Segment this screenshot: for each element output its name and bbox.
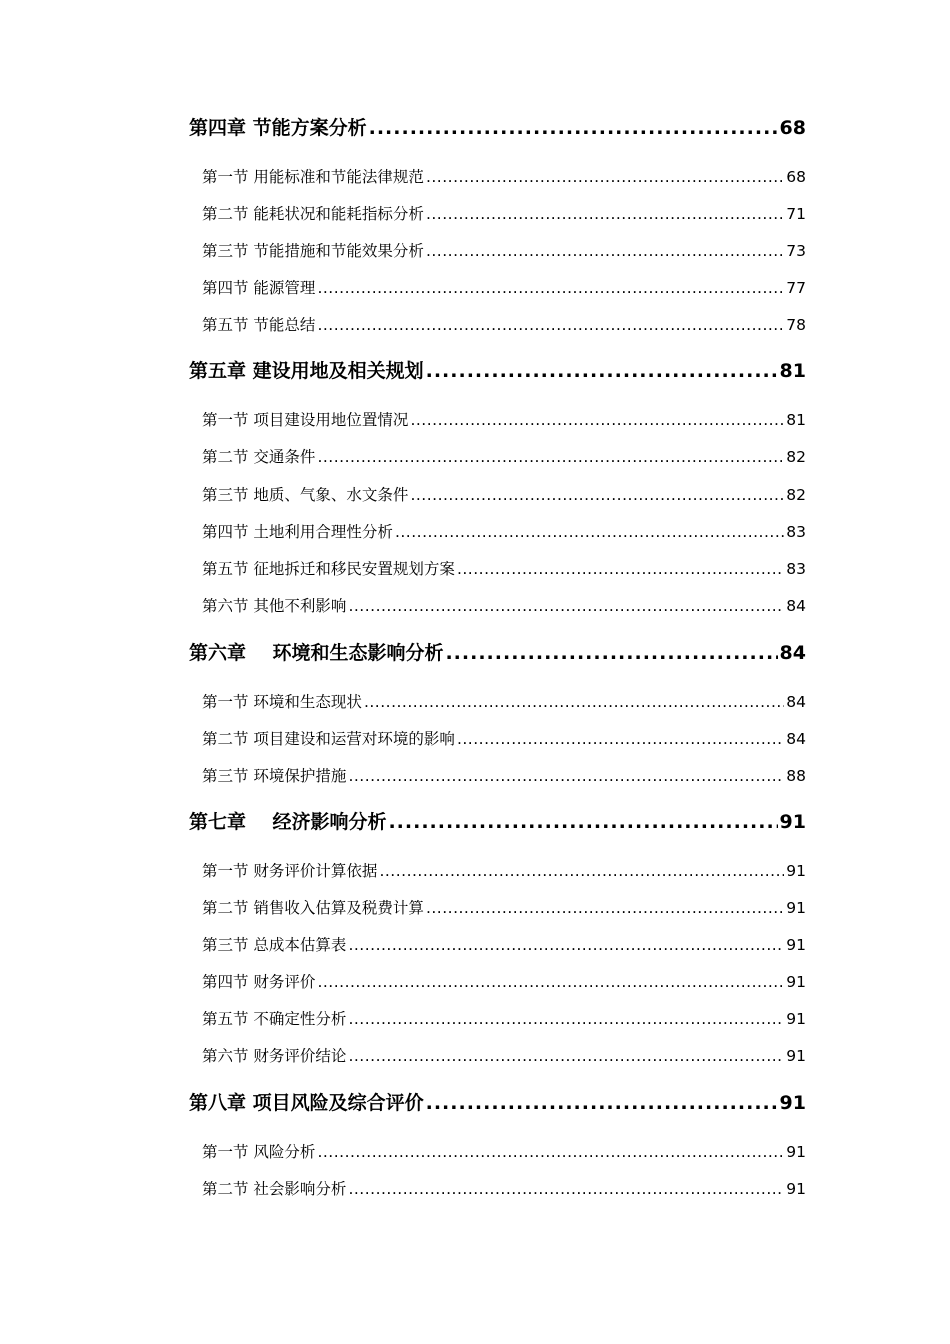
- page-number: 91: [786, 936, 806, 954]
- chapter-title: 第七章 经济影响分析: [189, 811, 387, 833]
- toc-section[interactable]: [202, 557, 806, 581]
- toc-section[interactable]: [202, 1177, 806, 1201]
- page-number: 82: [786, 486, 806, 504]
- section-title: 第五节 征地拆迁和移民安置规划方案: [202, 560, 455, 578]
- section-title: 第四节 土地利用合理性分析: [202, 523, 393, 541]
- section-title: 第五节 节能总结: [202, 316, 316, 334]
- toc-chapter-8[interactable]: [189, 1089, 806, 1117]
- page-number: 84: [779, 642, 806, 664]
- section-title: 第二节 社会影响分析: [202, 1180, 347, 1198]
- page-number: 71: [786, 205, 806, 223]
- toc-section[interactable]: [202, 859, 806, 883]
- page-number: 84: [786, 597, 806, 615]
- dot-leader: [410, 483, 784, 507]
- section-title: 第三节 地质、气象、水文条件: [202, 486, 409, 504]
- page-number: 83: [786, 523, 806, 541]
- page-number: 81: [779, 360, 806, 382]
- toc-section[interactable]: [202, 1007, 806, 1031]
- dot-leader: [379, 859, 784, 883]
- dot-leader: [348, 764, 784, 788]
- dot-leader: [317, 1140, 784, 1164]
- dot-leader: [364, 690, 784, 714]
- page-number: 91: [786, 1047, 806, 1065]
- dot-leader: [348, 1177, 784, 1201]
- dot-leader: [426, 165, 784, 189]
- toc-section[interactable]: [202, 1140, 806, 1164]
- dot-leader: [457, 727, 784, 751]
- toc-section[interactable]: [202, 970, 806, 994]
- page-number: 91: [786, 1010, 806, 1028]
- chapter-title: 第五章 建设用地及相关规划: [189, 360, 424, 382]
- dot-leader: [457, 557, 784, 581]
- section-title: 第四节 财务评价: [202, 973, 316, 991]
- dot-leader: [445, 639, 777, 667]
- toc-section[interactable]: [202, 896, 806, 920]
- toc-section[interactable]: [202, 690, 806, 714]
- toc-chapter-5[interactable]: [189, 357, 806, 385]
- dot-leader: [426, 239, 784, 263]
- chapter-title: 第八章 项目风险及综合评价: [189, 1092, 424, 1114]
- page-number: 81: [786, 411, 806, 429]
- toc-section[interactable]: [202, 202, 806, 226]
- toc-section[interactable]: [202, 520, 806, 544]
- toc-chapter-7[interactable]: [189, 808, 806, 836]
- section-title: 第三节 总成本估算表: [202, 936, 347, 954]
- toc-section[interactable]: [202, 727, 806, 751]
- toc-section[interactable]: [202, 408, 806, 432]
- dot-leader: [348, 933, 784, 957]
- dot-leader: [426, 896, 784, 920]
- page-number: 84: [786, 693, 806, 711]
- toc-section[interactable]: [202, 276, 806, 300]
- dot-leader: [348, 594, 784, 618]
- toc-section[interactable]: [202, 165, 806, 189]
- page-number: 91: [786, 1180, 806, 1198]
- toc-section[interactable]: [202, 1044, 806, 1068]
- toc-section[interactable]: [202, 313, 806, 337]
- dot-leader: [348, 1044, 784, 1068]
- dot-leader: [410, 408, 784, 432]
- toc-section[interactable]: [202, 933, 806, 957]
- dot-leader: [317, 445, 784, 469]
- section-title: 第一节 环境和生态现状: [202, 693, 362, 711]
- page-number: 91: [779, 811, 806, 833]
- dot-leader: [348, 1007, 784, 1031]
- section-title: 第二节 能耗状况和能耗指标分析: [202, 205, 424, 223]
- toc-section[interactable]: [202, 239, 806, 263]
- toc-section[interactable]: [202, 764, 806, 788]
- page-number: 91: [786, 973, 806, 991]
- section-title: 第三节 节能措施和节能效果分析: [202, 242, 424, 260]
- section-title: 第五节 不确定性分析: [202, 1010, 347, 1028]
- page-number: 77: [786, 279, 806, 297]
- page-number: 91: [786, 899, 806, 917]
- section-title: 第二节 交通条件: [202, 448, 316, 466]
- page-number: 91: [786, 862, 806, 880]
- toc-section[interactable]: [202, 445, 806, 469]
- toc-chapter-6[interactable]: [189, 639, 806, 667]
- dot-leader: [395, 520, 784, 544]
- section-title: 第二节 销售收入估算及税费计算: [202, 899, 424, 917]
- dot-leader: [426, 202, 784, 226]
- section-title: 第一节 用能标准和节能法律规范: [202, 168, 424, 186]
- page-number: 91: [779, 1092, 806, 1114]
- dot-leader: [426, 1089, 778, 1117]
- dot-leader: [426, 357, 778, 385]
- page-number: 91: [786, 1143, 806, 1161]
- page-number: 82: [786, 448, 806, 466]
- chapter-title: 第六章 环境和生态影响分析: [189, 642, 444, 664]
- dot-leader: [317, 313, 784, 337]
- page-number: 78: [786, 316, 806, 334]
- page-number: 73: [786, 242, 806, 260]
- page-number: 84: [786, 730, 806, 748]
- dot-leader: [317, 276, 784, 300]
- toc-chapter-4[interactable]: [189, 114, 806, 142]
- section-title: 第一节 财务评价计算依据: [202, 862, 378, 880]
- dot-leader: [317, 970, 784, 994]
- page-number: 88: [786, 767, 806, 785]
- section-title: 第六节 财务评价结论: [202, 1047, 347, 1065]
- chapter-title: 第四章 节能方案分析: [189, 117, 367, 139]
- section-title: 第一节 风险分析: [202, 1143, 316, 1161]
- dot-leader: [369, 114, 778, 142]
- page-number: 68: [786, 168, 806, 186]
- page-number: 68: [779, 117, 806, 139]
- section-title: 第六节 其他不利影响: [202, 597, 347, 615]
- section-title: 第一节 项目建设用地位置情况: [202, 411, 409, 429]
- page-number: 83: [786, 560, 806, 578]
- section-title: 第二节 项目建设和运营对环境的影响: [202, 730, 455, 748]
- section-title: 第三节 环境保护措施: [202, 767, 347, 785]
- toc-section[interactable]: [202, 594, 806, 618]
- toc-section[interactable]: [202, 483, 806, 507]
- dot-leader: [388, 808, 777, 836]
- section-title: 第四节 能源管理: [202, 279, 316, 297]
